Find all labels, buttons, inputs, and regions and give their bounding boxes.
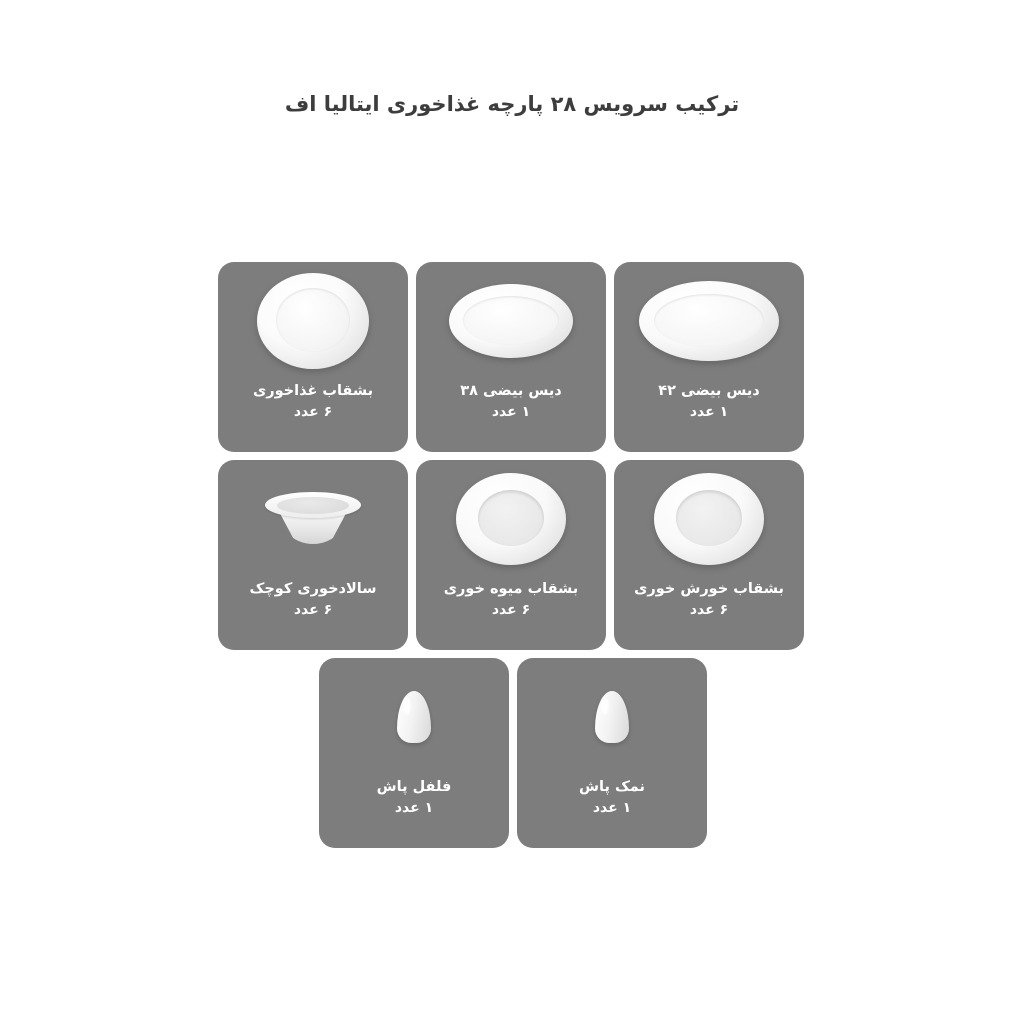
item-label: نمک پاش [579,779,645,795]
item-illustration [218,262,408,380]
items-grid [218,262,808,856]
grid-row [218,460,808,650]
shaker-icon [397,691,431,743]
grid-row [218,658,808,848]
item-card-small-salad-bowl[interactable] [218,460,408,650]
page-title: ترکیب سرویس ۲۸ پارچه غذاخوری ایتالیا اف [284,92,740,116]
item-illustration [517,658,707,776]
oval-platter-icon [639,281,779,361]
item-label: سالادخوری کوچک [249,581,377,597]
item-label: دیس بیضی ۴۲ [658,383,760,399]
item-count: ۶ عدد [293,404,333,421]
item-count: ۱ عدد [394,800,434,817]
rimmed-plate-icon [456,473,566,565]
rimmed-plate-icon [654,473,764,565]
item-illustration [319,658,509,776]
item-illustration [416,262,606,380]
item-label: دیس بیضی ۳۸ [460,383,562,399]
item-count: ۶ عدد [293,602,333,619]
item-count: ۱ عدد [491,404,531,421]
item-card-oval-platter-42[interactable] [614,262,804,452]
item-card-fruit-plate[interactable] [416,460,606,650]
item-label: فلفل پاش [376,779,452,795]
item-card-stew-plate[interactable] [614,460,804,650]
bowl-icon [265,492,361,546]
item-count: ۱ عدد [592,800,632,817]
item-card-dinner-plate[interactable] [218,262,408,452]
oval-platter-icon [449,284,573,358]
item-count: ۱ عدد [689,404,729,421]
item-illustration [614,460,804,578]
item-count: ۶ عدد [491,602,531,619]
item-label: بشقاب خورش خوری [634,581,784,597]
item-count: ۶ عدد [689,602,729,619]
round-plate-icon [257,273,369,369]
grid-row [218,262,808,452]
item-label: بشقاب میوه خوری [443,581,579,597]
shaker-icon [595,691,629,743]
item-card-pepper-shaker[interactable] [319,658,509,848]
item-card-oval-platter-38[interactable] [416,262,606,452]
item-label: بشقاب غذاخوری [252,383,374,399]
item-illustration [218,460,408,578]
item-card-salt-shaker[interactable] [517,658,707,848]
item-illustration [416,460,606,578]
item-illustration [614,262,804,380]
